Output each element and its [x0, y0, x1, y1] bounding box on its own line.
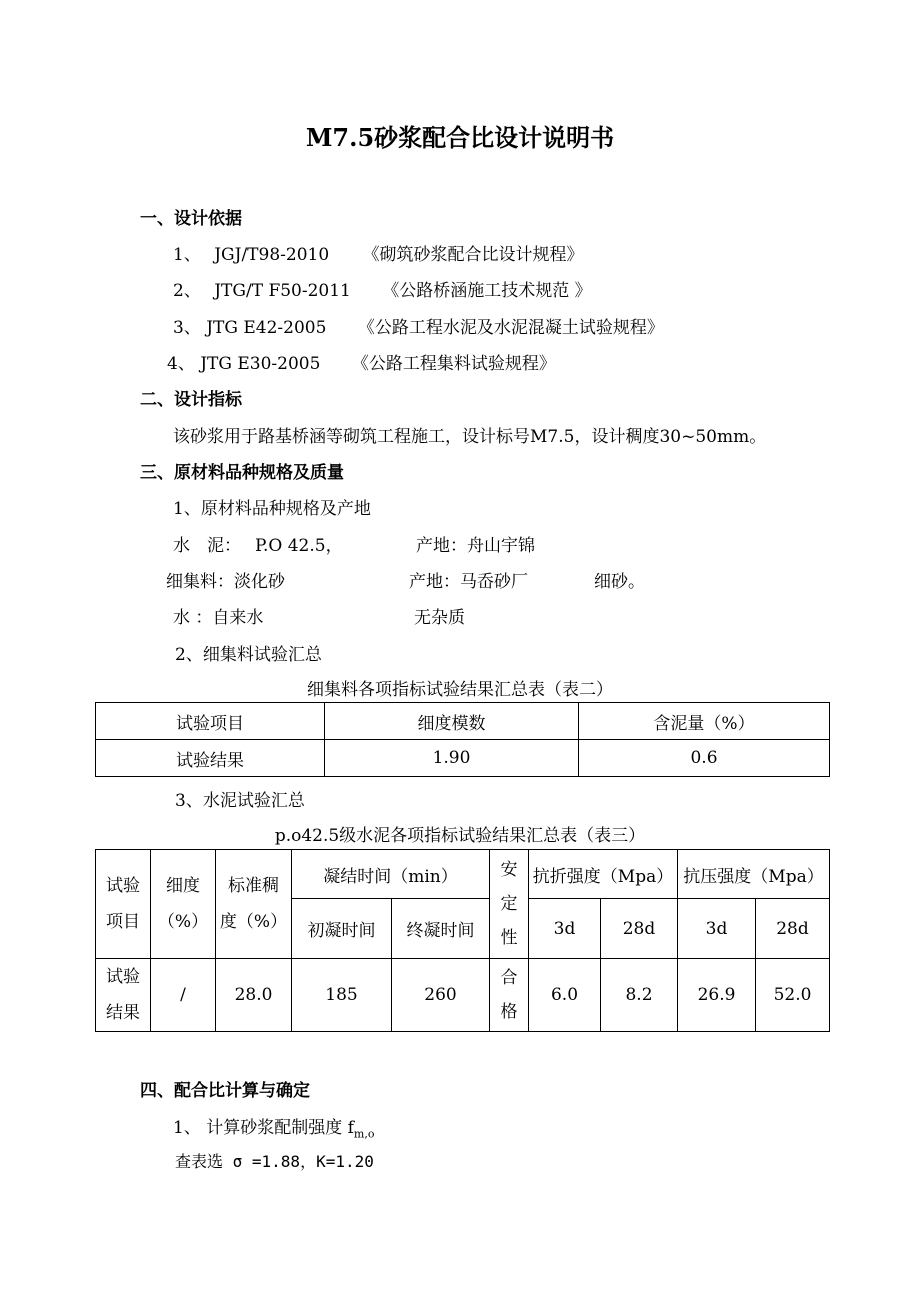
- lookup-values: 查表选 σ =1.88，K=1.20: [175, 1152, 374, 1171]
- table-header-cell: [216, 850, 292, 959]
- page-title: M7.5砂浆配合比设计说明书: [305, 123, 615, 152]
- table-cell: 0.6: [579, 740, 830, 777]
- header-line: 安: [500, 860, 518, 880]
- header-line: （%）: [157, 912, 209, 932]
- cell-line: 格: [500, 1002, 518, 1022]
- table-header-cell: 初凝时间: [292, 899, 392, 959]
- standard-name: 《公路工程水泥及水泥混凝土试验规程》: [357, 318, 664, 338]
- table-header-cell: 3d: [529, 899, 601, 959]
- item-number: 4、: [167, 354, 195, 374]
- item-number: 1、: [173, 245, 201, 265]
- reference-item-4: [167, 349, 556, 374]
- table-cell: 试验结果: [96, 740, 325, 777]
- header-line: 试验: [106, 876, 140, 896]
- reference-item-1: [173, 240, 584, 265]
- item-number: 2、: [173, 281, 201, 301]
- reference-item-3: [173, 313, 664, 338]
- cell-line: 合: [500, 968, 518, 988]
- section-3-heading: 三、原材料品种规格及质量: [140, 463, 344, 483]
- cement-origin: 产地：舟山宇锦: [416, 536, 535, 556]
- cement-test-subheading: 3、水泥试验汇总: [175, 791, 305, 811]
- fine-aggregate-table: [95, 702, 830, 777]
- header-line: 标准稠: [228, 876, 279, 896]
- table-cell: 185: [292, 959, 392, 1032]
- table-header-cell: 28d: [756, 899, 830, 959]
- cell-line: 结果: [106, 1003, 140, 1023]
- table-row: [96, 703, 830, 740]
- section-4-heading: 四、配合比计算与确定: [140, 1081, 310, 1101]
- section-1-heading: 一、设计依据: [140, 209, 242, 229]
- table-row: [96, 740, 830, 777]
- water-label: 水 ：自来水: [173, 608, 264, 628]
- cell-line: 试验: [106, 967, 140, 987]
- table-header-cell: 终凝时间: [392, 899, 490, 959]
- table-header-cell: [490, 850, 529, 959]
- table-cell: 8.2: [601, 959, 678, 1032]
- table-header-cell: 抗压强度（Mpa）: [678, 850, 830, 899]
- strength-calc-subheading: [173, 1113, 374, 1140]
- header-line: 细度: [166, 876, 200, 896]
- standard-name: 《公路工程集料试验规程》: [351, 354, 556, 374]
- sand-origin: 产地：马岙砂厂: [409, 572, 528, 592]
- table-header-cell: 凝结时间（min）: [292, 850, 490, 899]
- table-cell: 6.0: [529, 959, 601, 1032]
- standard-code: JGJ/T98-2010: [214, 245, 330, 265]
- table-cell: [96, 959, 151, 1032]
- standard-name: 《公路桥涵施工技术规范 》: [382, 281, 592, 301]
- header-line: 项目: [106, 912, 140, 932]
- table-header-cell: [96, 850, 151, 959]
- table-header-cell: [151, 850, 216, 959]
- table-cell: 28.0: [216, 959, 292, 1032]
- header-line: 度（%）: [219, 912, 288, 932]
- water-note: 无杂质: [414, 608, 465, 628]
- table3-caption: p.o42.5级水泥各项指标试验结果汇总表（表三）: [274, 826, 646, 846]
- cement-value: P.O 42.5，: [255, 536, 343, 556]
- sand-label: 细集料：淡化砂: [166, 572, 285, 592]
- table-row: [96, 959, 830, 1032]
- cement-test-table: [95, 849, 830, 1032]
- materials-subheading: 1、原材料品种规格及产地: [173, 499, 371, 519]
- standard-code: JTG/T F50-2011: [214, 281, 351, 301]
- cement-label: 水 泥：: [173, 536, 241, 556]
- section-2-heading: 二、设计指标: [140, 390, 242, 410]
- table-cell: 1.90: [325, 740, 579, 777]
- subheading-text: 1、 计算砂浆配制强度 f: [173, 1118, 354, 1138]
- sand-note: 细砂。: [594, 572, 645, 592]
- fine-aggregate-subheading: 2、细集料试验汇总: [175, 645, 322, 665]
- table-header-cell: 细度模数: [325, 703, 579, 740]
- reference-item-2: [173, 276, 592, 301]
- table-cell: 26.9: [678, 959, 756, 1032]
- table-cell: /: [151, 959, 216, 1032]
- standard-code: JTG E30-2005: [200, 354, 321, 374]
- table-header-cell: 3d: [678, 899, 756, 959]
- standard-name: 《砌筑砂浆配合比设计规程》: [362, 245, 584, 265]
- table-cell: 260: [392, 959, 490, 1032]
- table-row: [96, 850, 830, 899]
- table-cell: [490, 959, 529, 1032]
- standard-code: JTG E42-2005: [206, 318, 327, 338]
- design-indicator-text: 该砂浆用于路基桥涵等砌筑工程施工，设计标号M7.5，设计稠度30~50mm。: [173, 427, 767, 447]
- subscript-text: m,o: [353, 1127, 375, 1141]
- table-header-cell: 含泥量（%）: [579, 703, 830, 740]
- item-number: 3、: [173, 318, 201, 338]
- table2-caption: 细集料各项指标试验结果汇总表（表二）: [307, 680, 613, 700]
- table-header-cell: 28d: [601, 899, 678, 959]
- header-line: 定: [500, 894, 518, 914]
- header-line: 性: [500, 928, 518, 948]
- table-header-cell: 抗折强度（Mpa）: [529, 850, 678, 899]
- table-cell: 52.0: [756, 959, 830, 1032]
- table-header-cell: 试验项目: [96, 703, 325, 740]
